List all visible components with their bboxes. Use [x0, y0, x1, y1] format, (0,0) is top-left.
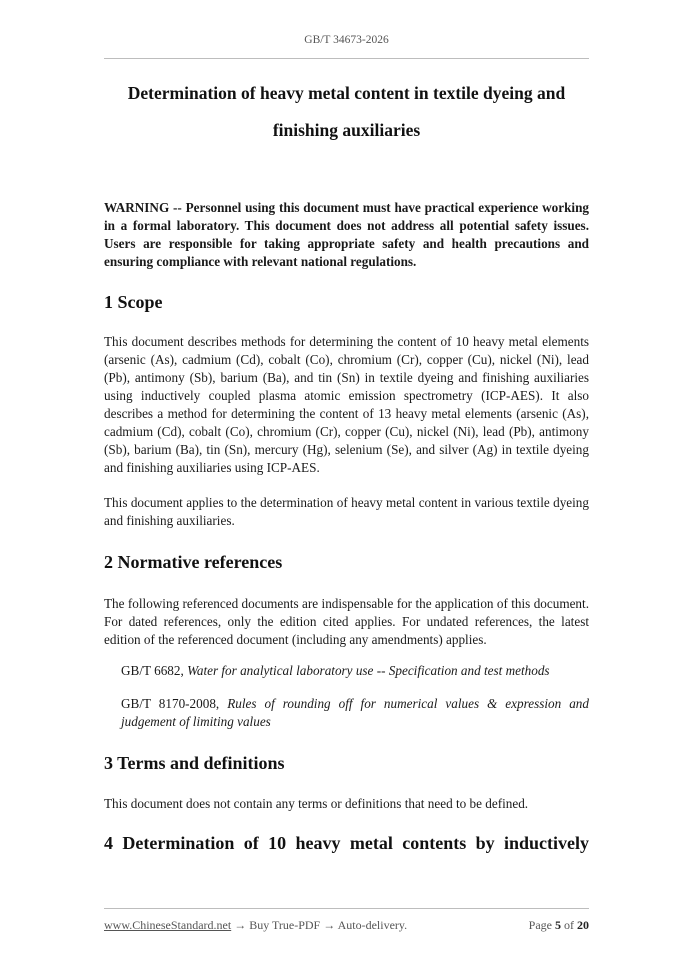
normative-paragraph: The following referenced documents are indispensable for the application of this document. For dated references, only the edition cited applies. For undated references, the latest edition of the referenced document (including any amendments) applies.	[104, 596, 589, 647]
page-footer	[104, 918, 589, 933]
section-1-heading: 1 Scope	[104, 292, 163, 312]
arrow-icon: →	[323, 918, 336, 932]
document-title-line1: Determination of heavy metal content in textile dyeing and	[127, 83, 566, 103]
reference-item	[121, 695, 589, 731]
reference-item	[121, 662, 589, 680]
page-number	[529, 918, 589, 933]
website-link[interactable]: www.ChineseStandard.net	[104, 918, 232, 932]
terms-paragraph: This document does not contain any terms or definitions that need to be defined.	[104, 796, 529, 811]
total-pages: 20	[577, 918, 589, 932]
auto-delivery-text: Auto-delivery.	[335, 918, 408, 932]
footer-divider	[104, 908, 589, 909]
arrow-icon: →	[234, 918, 247, 932]
header-divider	[104, 58, 589, 59]
buy-text: Buy True-PDF	[246, 918, 324, 932]
document-header: GB/T 34673-2026	[304, 34, 389, 46]
reference-code: GB/T 8170-2008,	[121, 696, 228, 711]
warning-paragraph: WARNING -- Personnel using this document must have practical experience working in a formal laboratory. This document does not address all potential safety issues. Users are responsible for taking appropriate safety and health precautions and ensuring compliance with relevant national regulations.	[104, 200, 589, 269]
page-label: Page	[528, 918, 552, 932]
section-3-heading: 3 Terms and definitions	[104, 753, 285, 773]
scope-paragraph-2: This document applies to the determination of heavy metal content in various textile dyeing and finishing auxiliaries.	[104, 495, 589, 528]
reference-title: Rules of rounding off for numerical values & expression and judgement of limiting values	[121, 696, 589, 729]
current-page: 5	[555, 918, 561, 932]
section-2-heading: 2 Normative references	[104, 552, 283, 572]
scope-paragraph-1: This document describes methods for determining the content of 10 heavy metal elements (arsenic (As), cadmium (Cd), cobalt (Co), chromium (Cr), copper (Cu), nickel (Ni), lead (Pb), antimony (Sb), barium (Ba), and tin (Sn) in textile dyeing and finishing auxiliaries using inductively coupled plasma atomic emission spectrometry (ICP-AES). It also describes a method for determining the content of 13 heavy metal elements (arsenic (As), cadmium (Cd), cobalt (Co), chromium (Cr), copper (Cu), nickel (Ni), lead (Pb), antimony (Sb), barium (Ba), tin (Sn), mercury (Hg), selenium (Se), and silver (Ag) in textile dyeing and finishing auxiliaries using ICP-AES.	[104, 334, 589, 475]
footer-left	[104, 918, 407, 933]
document-title-line2: finishing auxiliaries	[272, 120, 421, 140]
reference-code: GB/T 6682,	[121, 663, 188, 678]
reference-title: Water for analytical laboratory use -- Specification and test methods	[187, 663, 550, 678]
of-label: of	[564, 918, 574, 932]
section-4-heading: 4 Determination of 10 heavy metal contents by inductively	[104, 833, 589, 853]
